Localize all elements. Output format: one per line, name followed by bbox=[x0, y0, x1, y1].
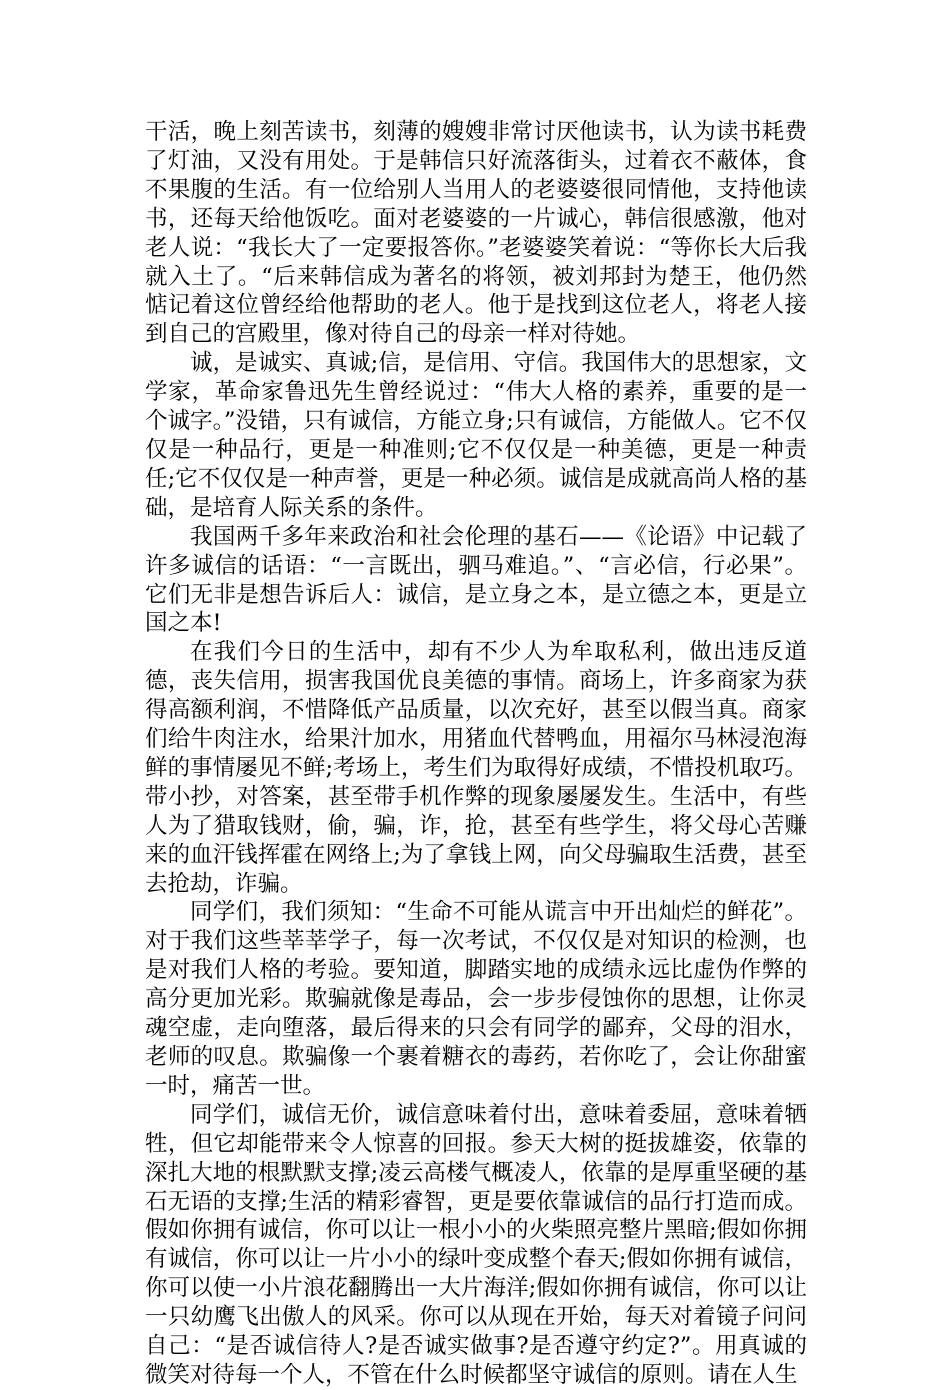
document-body bbox=[145, 118, 807, 1390]
paragraph-analects: 我国两千多年来政治和社会伦理的基石——《论语》中记载了许多诚信的话语：“一言既出，驷马难追。”、“言必信，行必果”。它们无非是想告诉后人：诚信，是立身之本，是立德之本，更是立国之本! bbox=[145, 523, 807, 637]
paragraph-han-xin-story: 干活，晚上刻苦读书，刻薄的嫂嫂非常讨厌他读书，认为读书耗费了灯油，又没有用处。于是韩信只好流落街头，过着衣不蔽体，食不果腹的生活。有一位给别人当用人的老婆婆很同情他，支持他读书，还每天给他饭吃。面对老婆婆的一片诚心，韩信很感激，他对老人说：“我长大了一定要报答你。”老婆婆笑着说：“等你长大后我就入土了。“后来韩信成为著名的将领，被刘邦封为楚王，他仍然惦记着这位曾经给他帮助的老人。他于是找到这位老人，将老人接到自己的宫殿里，像对待自己的母亲一样对待她。 bbox=[145, 119, 807, 348]
paragraph-honesty-priceless: 同学们，诚信无价，诚信意味着付出，意味着委屈，意味着牺牲，但它却能带来令人惊喜的回报。参天大树的挺拔雄姿，依靠的深扎大地的根默默支撑;凌云高楼气概凌人，依靠的是厚重坚硬的基石无语的支撑;生活的精彩睿智，更是要依靠诚信的品行打造而成。假如你拥有诚信，你可以让一根小小的火柴照亮整片黑暗;假如你拥有诚信，你可以让一片小小的绿叶变成整个春天;假如你拥有诚信，你可以使一小片浪花翻腾出一大片海洋;假如你拥有诚信，你可以让一只幼鹰飞出傲人的风采。你可以从现在开始，每天对着镜子问问自己：“是否诚信待人?是否诚实做事?是否遵守约定?”。用真诚的微笑对待每一个人，不管在什么时候都坚守诚信的原则。请在人生 bbox=[145, 1101, 807, 1388]
paragraph-honesty-definition: 诚，是诚实、真诚;信，是信用、守信。我国伟大的思想家，文学家，革命家鲁迅先生曾经说过：“伟大人格的素养，重要的是一个诚字。”没错，只有诚信，方能立身;只有诚信，方能做人。它不仅仅是一种品行，更是一种准则;它不仅仅是一种美德，更是一种责任;它不仅仅是一种声誉，更是一种必须。诚信是成就高尚人格的基础，是培育人际关系的条件。 bbox=[145, 350, 807, 521]
paragraph-students-exam: 同学们，我们须知：“生命不可能从谎言中开出灿烂的鲜花”。对于我们这些莘莘学子，每一次考试，不仅仅是对知识的检测，也是对我们人格的考验。要知道，脚踏实地的成绩永远比虚伪作弊的高分更加光彩。欺骗就像是毒品，会一步步侵蚀你的思想，让你灵魂空虚，走向堕落，最后得来的只会有同学的鄙弃，父母的泪水，老师的叹息。欺骗像一个裹着糖衣的毒药，若你吃了，会让你甜蜜一时，痛苦一世。 bbox=[145, 899, 807, 1099]
paragraph-dishonesty-examples: 在我们今日的生活中，却有不少人为牟取私利，做出违反道德，丧失信用，损害我国优良美德的事情。商场上，许多商家为获得高额利润，不惜降低产品质量，以次充好，甚至以假当真。商家们给牛肉注水，给果汁加水，用猪血代替鸭血，用福尔马林浸泡海鲜的事情屡见不鲜;考场上，考生们为取得好成绩，不惜投机取巧。带小抄，对答案，甚至带手机作弊的现象屡屡发生。生活中，有些人为了猎取钱财，偷，骗，诈，抢，甚至有些学生，将父母心苦赚来的血汗钱挥霍在网络上;为了拿钱上网，向父母骗取生活费，甚至去抢劫，诈骗。 bbox=[145, 639, 807, 897]
